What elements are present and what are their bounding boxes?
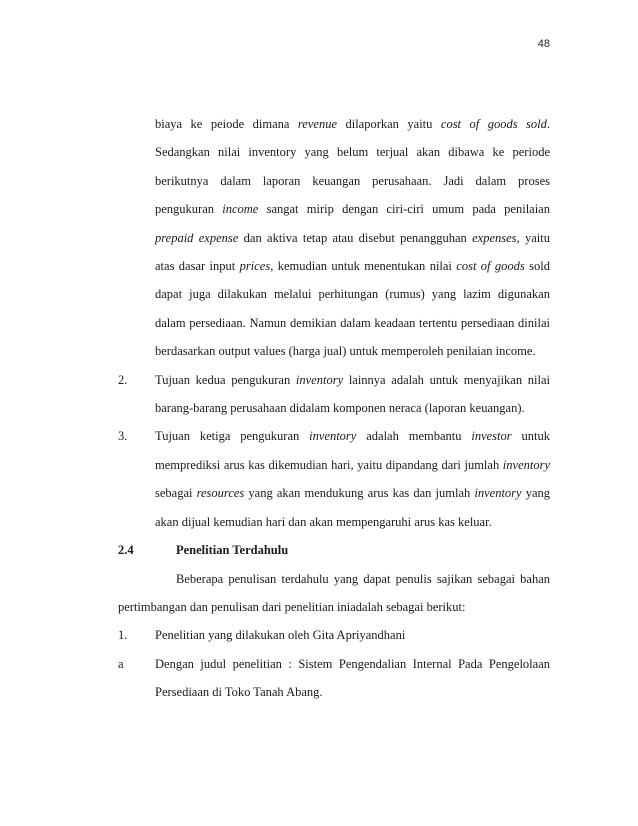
text-line: Beberapa penulisan terdahulu yang dapat penulis sajikan sebagai bahan xyxy=(176,571,550,586)
text-line: atas dasar input prices, kemudian untuk menentukan nilai cost of goods sold xyxy=(155,259,550,274)
list-marker: 1. xyxy=(118,628,128,643)
text-line: Dengan judul penelitian : Sistem Pengendalian Internal Pada Pengelolaan xyxy=(155,656,550,671)
text-line: pengukuran income sangat mirip dengan ciri-ciri umum pada penilaian xyxy=(155,202,550,217)
text-line: barang-barang perusahaan didalam komponen neraca (laporan keuangan). xyxy=(155,401,525,416)
text-line: Penelitian yang dilakukan oleh Gita Apriyandhani xyxy=(155,628,406,643)
text-line: sebagai resources yang akan mendukung arus kas dan jumlah inventory yang xyxy=(155,486,551,501)
text-line: Tujuan kedua pengukuran inventory lainnya adalah untuk menyajikan nilai xyxy=(155,372,550,387)
intro-paragraph xyxy=(118,565,550,622)
list-marker: 3. xyxy=(118,429,128,444)
list-item-2 xyxy=(118,366,550,423)
text-line: memprediksi arus kas dikemudian hari, yaitu dipandang dari jumlah inventory xyxy=(155,457,550,472)
document-body xyxy=(118,110,550,707)
text-line: Sedangkan nilai inventory yang belum terjual akan dibawa ke periode xyxy=(155,145,550,160)
text-line: prepaid expense dan aktiva tetap atau disebut penangguhan expenses, yaitu xyxy=(155,230,550,245)
paragraph-continued xyxy=(118,110,550,366)
text-line: berdasarkan output values (harga jual) untuk memperoleh penilaian income. xyxy=(155,344,536,359)
section-heading xyxy=(118,536,550,564)
text-line: biaya ke peiode dimana revenue dilaporkan yaitu cost of goods sold. xyxy=(155,117,551,131)
text-line: akan dijual kemudian hari dan akan mempengaruhi arus kas keluar. xyxy=(155,514,492,529)
page-number: 48 xyxy=(537,38,550,50)
list-marker: 2. xyxy=(118,372,128,387)
text-line: berikutnya dalam laporan keuangan perusahaan. Jadi dalam proses xyxy=(155,173,550,188)
section-number: 2.4 xyxy=(118,543,134,558)
text-line: dalam persediaan. Namun demikian dalam keadaan tertentu persediaan dinilai xyxy=(155,315,550,330)
research-item-a xyxy=(118,650,550,707)
research-item-1 xyxy=(118,621,550,649)
list-marker: a xyxy=(118,656,124,671)
section-title: Penelitian Terdahulu xyxy=(176,543,289,558)
text-line: dapat juga dilakukan melalui perhitungan (rumus) yang lazim digunakan xyxy=(155,287,550,302)
text-line: Tujuan ketiga pengukuran inventory adalah membantu investor untuk xyxy=(155,429,550,444)
list-item-3 xyxy=(118,422,550,536)
text-line: Persediaan di Toko Tanah Abang. xyxy=(155,685,323,700)
text-line: pertimbangan dan penulisan dari penelitian iniadalah sebagai berikut: xyxy=(118,599,466,614)
